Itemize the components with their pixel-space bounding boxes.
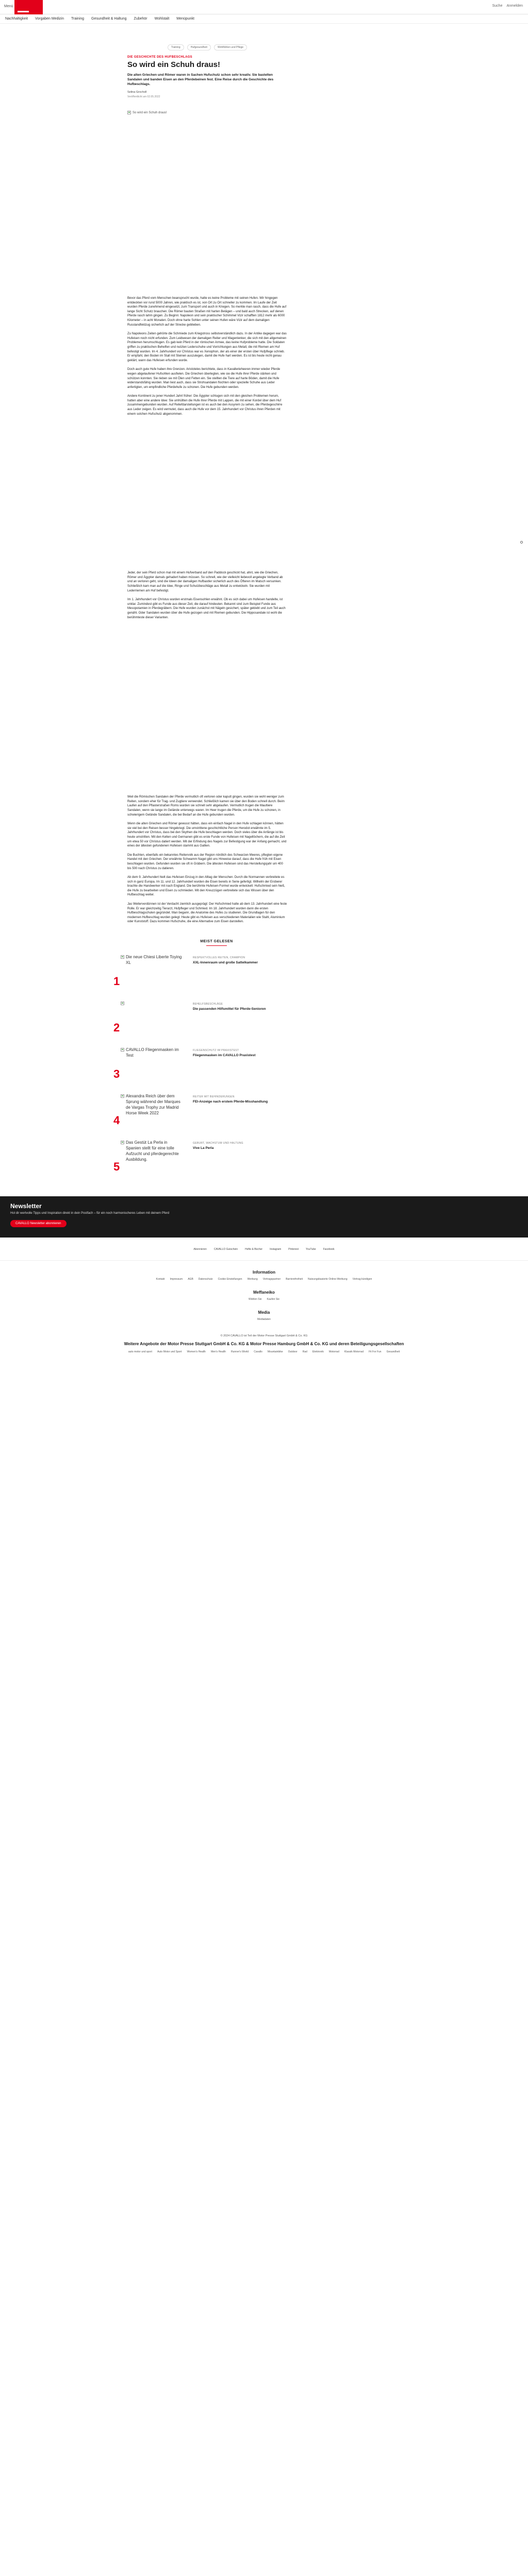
offer-link[interactable]: Runner's World (230, 1350, 249, 1354)
nav-item-5[interactable]: Zubehör (134, 17, 147, 21)
paragraph: Jeder, der sein Pferd schon mal mit einem Hufverband auf den Paddock geschickt hat, ahnt, wie die Griechen, Römer und Ägypter damals gehadert haben müssen. So schnell, wie der vielleicht liebevoll angelegte Verband ab und an verloren geht, sind die Ideen der damaligen Hufbastler sicherlich auch des Öfteren im Matsch versunken. Schließlich kam man auf die Idee, Ringe und Schutzbeschläge aus Metall zu entwickeln. Sie wurden mit Lederriemen am Huf befestigt. (127, 571, 283, 592)
more-offers-links (0, 1350, 528, 1353)
broken-image-icon (121, 1048, 124, 1052)
header-actions (492, 4, 523, 8)
nav-item-3[interactable]: Training (71, 17, 85, 21)
most-read-kicker: BEHELFSBESCHLÄGE (193, 1003, 223, 1006)
paragraph: Bevor das Pferd vom Menschen beansprucht wurde, hatte es keine Probleme mit seinen Hufen. Wir hingegen entdeckten vor rund 5000 Jahren, wie praktisch es ist, von Ort zu Ort schneller zu kommen. Im Laufe der Zeit wurden Pferde zunehmend eingesetzt, zum Transport und auch in Kriegen. So merkte man rasch, dass die Hufe auf lange Sicht Schutz brauchen. Die Römer bauten Straßen mit harten Belägen – und bald auch Strecken, auf denen Pferde rasch lahm gingen. Zu Beginn: Napoleon und sein praktischer Schimmel Vizir schafften 1812 mehr als 6000 Kilometer – in acht Monaten. Doch ohne harte Sohlen unter seinen Hufen wäre Vizir auf dem damaligen Russlandfeldzug sicherlich auf der Strecke geblieben. (127, 297, 287, 327)
broken-image-icon (121, 1094, 124, 1098)
breadcrumb-item-2[interactable]: Hufgesundheit (187, 44, 211, 50)
social-links (0, 1248, 528, 1261)
article-author[interactable]: Selina Grocholl (127, 91, 147, 94)
broken-image-icon (121, 1002, 124, 1005)
newsletter-title: Newsletter (10, 1202, 42, 1210)
thumbnail-alt-text: Alexandra Reich über dem Sprung während der Marques de Vargas Trophy zur Madrid Horse Week 2022 (126, 1094, 180, 1116)
paragraph: Doch auch gute Hufe haben ihre Grenzen. Aristoteles berichtete, dass in Kavallerieheeren immer wieder Pferde wegen abgelaufener Hufsohlen ausfielen. Die Griechen überlegten, wie sie die Hufe ihrer Pferde stärken und schützen konnten. Sie rieben sie mit Ölen und Fetten ein. Sie stellten die Tiere auf harte Böden, damit die Hufe widerstandsfähig wurden. Man liest auch, dass sie Strohsandalen flochten oder spezielle Schuhe aus Leder anfertigten, um empfindliche Pferdehufe zu schonen. Die Hufe gebunden werden. (127, 368, 280, 389)
footer-link[interactable]: CAVALLO Gutschein (213, 1248, 238, 1251)
most-read-section (113, 940, 320, 1186)
menu-button[interactable]: Menü (4, 5, 13, 8)
nav-item-2[interactable]: Vorgaben Medizin (35, 17, 64, 21)
footer-link[interactable]: Datenschutz (198, 1278, 213, 1281)
breadcrumb-item-3[interactable]: Wohlfühlen und Pflege (214, 44, 247, 50)
facebook-icon[interactable]: Facebook (323, 1248, 335, 1251)
footer-link[interactable]: Impressum (170, 1278, 183, 1281)
most-read-text (193, 954, 296, 965)
most-read-item[interactable] (113, 1093, 320, 1140)
newsletter-subscribe-button[interactable]: CAVALLO Newsletter abonnieren (10, 1220, 67, 1227)
most-read-item[interactable] (113, 1047, 320, 1093)
pinterest-icon[interactable]: Pinterest (288, 1248, 299, 1251)
offer-link[interactable]: Cavallo (254, 1350, 262, 1354)
most-read-headline[interactable]: XXL-Innenraum und große Sattelkammer (193, 961, 258, 965)
article (127, 44, 287, 924)
most-read-text (193, 1001, 296, 1011)
article-body-2 (127, 571, 287, 620)
article-lead: Die alten Griechen und Römer waren in Sachen Hufschutz schon sehr kreativ. Sie bastelten Sandalen und banden Eisen an den Pferdebeinen fest. Eine Reise durch die Geschichte des Hufbeschlags. (127, 73, 274, 86)
paragraph: Zu Napoleons Zeiten gehörte die Schmiede zum Kriegstross selbstverständlich dazu. In der Antike dagegen war das Hufeisen noch nicht erfunden. Zum Leidwesen der damaligen Reiter und Wagenlenker, die sich mit den allgemeinen Problemen herumschlugen. Es gab kein Pferd in der römischen Armee, das keine Hufprobleme hatte. Die Soldaten griffen zu praktischen Behelfen und nutzten Lederschuhe und Vorrichtungen aus Metall, die mit Riemen am Huf befestigt wurden. Im 4. Jahrhundert vor Christus war es Xenophon, der als einer der ersten über Hufpflege schrieb. Er empfahl, den Boden im Stall mit Steinen auszulegen, damit die Hufe hart werden. Es ist bis heute nicht genau geklärt, wann das Hufeisen erfunden wurde. (127, 332, 287, 362)
footer-link[interactable]: Nutzungsbasierte Online-Werbung (308, 1278, 348, 1281)
paragraph: Andere Kontinent zu jener Hundert Jahrt früher: Die Ägypter schlugen sich mit den gleichen Problemen herum, hatten aber eine andere Idee: Sie umhüllten die Hufe ihrer Pferde mit Lappen, die mit einer Kordel über dem Huf zusammengebunden wurden. Auf Reliefdarstellungen ist es auch bei den Assyrern zu sehen, die Pferdegeschirre aus Leder zeigen. Es wird vermutet, dass auch die Hufe vor dem 15. Jahrhundert vor Christus ihren Pferden mit einem solchen Hufschutz abgenommen. (127, 395, 283, 416)
footer-info-links (0, 1278, 528, 1281)
search-link[interactable]: Suche (492, 4, 503, 8)
offer-link[interactable]: Elektronik (312, 1350, 324, 1354)
footer-link[interactable]: Abonnieren (193, 1248, 207, 1251)
most-read-text (193, 1047, 296, 1058)
main-nav (0, 14, 528, 24)
paragraph: Weil die Römischen Sandalen der Pferde vermutlich oft verloren oder kaputt gingen, wurden sie wohl weniger zum Reiten, sondern eher für Trag- und Zugtiere verwendet. Schließlich kamen sie über den Boden schnell durch. Beim Laufen auf den Pflasterstraßen Roms wurden sie schnell sehr abgelaufen. Vermutlich trugen die Maultiere Sandalen, wenn sie lange im Gelände unterwegs waren. Im Heer trugen die Pferde, um die Hufe zu schonen, in schwierigem Gelände Sandalen, die bei Bedarf an die Hufe gebunden wurden. (127, 795, 285, 817)
offer-link[interactable]: auto motor und sport (128, 1350, 152, 1354)
footer-link[interactable]: Vertrag kündigen (352, 1278, 372, 1281)
thumbnail-alt-text: CAVALLO Fliegenmasken im Test (126, 1047, 179, 1058)
most-read-headline[interactable]: Die passenden Hilfsmittel für Pferde-Senioren (193, 1007, 266, 1011)
footer-link[interactable]: Mediadaten (257, 1318, 271, 1321)
offer-link[interactable]: Fit For Fun (369, 1350, 382, 1354)
youtube-icon[interactable]: YouTube (306, 1248, 316, 1251)
copyright: © 2024 CAVALLO ist Teil der Motor Presse Stuttgart GmbH & Co. KG (220, 1334, 308, 1338)
footer-link[interactable]: Kaufen Sie (267, 1298, 280, 1301)
footer-media (0, 1310, 528, 1321)
most-read-item[interactable] (113, 1001, 320, 1047)
footer-partner-heading: Meffaneiko (253, 1290, 275, 1295)
paragraph: Die Buchten, ebenfalls ein bekanntes Reitervolk aus der Region nördlich des Schwarzen Meeres, pflegten eigene Handel mit den Griechen. Der erwähnte Schwamm Nagel gibt uns Hinweise darauf, dass die Hufe früh mit Eisen beschlagen wurden. Gefunden wurden sie oft in Gräbern. Die ältesten Hufeisen sind das Herstellungsjahr um 400 bis 500 nach Christus zu datieren. (127, 853, 283, 870)
rank-number: 1 (113, 975, 120, 988)
rank-number: 5 (113, 1160, 120, 1174)
newsletter-text: Hol dir wertvolle Tipps und Inspiration direkt in dein Postfach – für ein noch harmonischeres Leben mit deinem Pferd (10, 1212, 170, 1215)
offer-link[interactable]: Gesundheit (386, 1350, 400, 1354)
paragraph: Jas Weiterverdünnen ist der Verdacht ziemlich ausgeprägt: Der Hufschmied hatte ab dem 13. Jahrhundert eine feste Rolle. Er war gleichzeitig Tierarzt, Hufpfleger und Schmied. Im 18. Jahrhundert wurden dann die ersten Hufbeschlagschulen gegründet. Man begann, die Anatomie des Hufes zu studieren. Die Grundlagen für den modernen Hufbeschlag wurden gelegt. Heute gibt es Hufeisen aus verschiedenen Materialien wie Stahl, Aluminium oder Kunststoff. Dazu kommen Hufschuhe, die eine Alternative zum Eisen darstellen. (127, 903, 287, 924)
broken-image-icon (121, 1141, 124, 1144)
footer-media-links (0, 1318, 528, 1321)
article-date: Veröffentlicht am 02.05.2022 (127, 95, 160, 98)
rank-number: 2 (113, 1021, 120, 1035)
most-read-thumbnail (121, 1047, 183, 1088)
most-read-headline[interactable]: Vive La Perla (193, 1146, 214, 1150)
most-read-thumbnail (121, 1093, 183, 1134)
most-read-divider (206, 945, 227, 946)
nav-item-6[interactable]: Wohlstalt (154, 17, 170, 21)
most-read-headline[interactable]: Fliegenmasken im CAVALLO Praxistest (193, 1054, 256, 1058)
most-read-item[interactable] (113, 1140, 320, 1186)
most-read-kicker: FLIEGENSCHUTZ IM PRAXISTEST (193, 1049, 239, 1053)
offer-link[interactable]: Outdoor (288, 1350, 298, 1354)
footer-link[interactable]: Cookie Einstellungen (218, 1278, 242, 1281)
breadcrumb-item-1[interactable]: Training (168, 44, 184, 50)
article-title: So wird ein Schuh draus! (127, 60, 221, 69)
footer-link[interactable]: Hefte & Bücher (245, 1248, 263, 1251)
offer-link[interactable]: Women's Health (187, 1350, 206, 1354)
logo-underline (18, 11, 29, 12)
paragraph: Ab dem 9. Jahrhundert hielt das Hufeisen Einzug in den Alltag der Menschen. Durch die Normannen verbreitete es sich in ganz Europa. Im 11. und 12. Jahrhundert wurden die Eisen bereits in Serie gefertigt. Wilhelm der Eroberer brachte die Handwerker mit nach England. Die berühmte Hufeisen-Formel wurde entwickelt: Hufschmied sein hieß, die Hufe zu bearbeiten und Eisen zu schmieden. Mit den Kreuzzügen verbreitete sich das Wissen über den Hufbeschlag weiter. (127, 876, 285, 897)
offer-link[interactable]: Motorrad (328, 1350, 339, 1354)
footer-partner-links (0, 1298, 528, 1301)
site-header (0, 0, 528, 14)
footer-link[interactable]: Werbung (247, 1278, 258, 1281)
hero-image-alt (127, 111, 287, 114)
footer-link[interactable]: Barrierefreiheit (286, 1278, 303, 1281)
most-read-text (193, 1093, 296, 1104)
most-read-text (193, 1140, 296, 1150)
most-read-item[interactable] (113, 954, 320, 1001)
offer-link[interactable]: Men's Health (210, 1350, 226, 1354)
site-footer (0, 1238, 528, 1353)
hero-image-alt-text: So wird ein Schuh draus! (133, 111, 167, 114)
footer-link[interactable]: AGB (188, 1278, 193, 1281)
offer-link[interactable]: Auto Motor und Sport (157, 1350, 182, 1354)
footer-info-heading: Information (253, 1270, 275, 1275)
hero-image (127, 111, 287, 281)
rank-number: 4 (113, 1114, 120, 1127)
article-kicker: DIE GESCHICHTE DES HUFBESCHLAGS (127, 56, 192, 59)
offer-link[interactable]: Rad (302, 1350, 307, 1354)
thumbnail-alt-text: Die neue Chiesi Liberte Toying XL (126, 955, 182, 965)
footer-info (0, 1270, 528, 1281)
thumbnail-alt-text: Das Gestüt La Perla in Spanien stellt für eine tolle Aufzucht und pferdegerechte Ausbildung. (126, 1140, 179, 1162)
footer-link[interactable]: Vertragspartner (262, 1278, 281, 1281)
most-read-kicker: REITER MIT BEHINDERUNGEN (193, 1095, 235, 1099)
login-link[interactable]: Anmelden (506, 4, 523, 8)
most-read-kicker: GEBURT, WACHSTUM UND HALTUNG (193, 1142, 243, 1145)
broken-image-icon (127, 111, 131, 114)
footer-link[interactable]: Kontakt (156, 1278, 165, 1281)
broken-image-icon (121, 955, 124, 959)
newsletter-banner (0, 1196, 528, 1238)
article-body-1 (127, 296, 287, 416)
brand-logo[interactable] (14, 0, 43, 14)
footer-media-heading: Media (258, 1310, 270, 1315)
article-body-3 (127, 795, 287, 924)
offer-link[interactable]: Mountainbike (267, 1350, 283, 1354)
footer-partner (0, 1290, 528, 1301)
paragraph: Wenn die alten Griechen und Römer gewusst hätten, dass ein einfach Nagel in den Hufe schlagen können, hätten sie viel bei den Reisen besser hingekriegt. Die umstrittene geschichtliche Person Herodot erwähnte im 5. Jahrhundert vor Christus, dass bei den Skythen die Hufe beschlagen werden. Doch vieles über die Anfänge ist bis heute umstritten. Mit den Kelten und Germanen gibt es erste Funde von Hufeisen mit Nagellöchern, die auf die Zeit um etwa 50 vor Christus datiert werden. Mit der Erfindung des Nagels zur Befestigung war der Anfang gemacht, und eines der ältesten gefundenen Hufeisen stammt aus Gallien. (127, 822, 287, 848)
most-read-kicker: RESPEKTVOLLES REITEN, CHAMPION (193, 956, 245, 960)
nav-item-4[interactable]: Gesundheit & Haltung (91, 17, 127, 21)
more-offers-heading: Weitere Angebote der Motor Presse Stuttgart GmbH & Co. KG & Motor Presse Hamburg GmbH & Co. KG und deren Beteiligungsgesellschaften (124, 1342, 404, 1347)
paragraph: Im 1. Jahrhundert vor Christus wurden erstmals Eisensohlen erwähnt. Ob es sich dabei um Hufeisen handelte, ist unklar. Zumindest gibt es Funde aus dieser Zeit, die darauf hindeuten. Bekannt sind zum Beispiel Funde aus Mesopotamien in Pferdegräbern. Die Hufe wurden zunächst mit Nägeln gesichert, später geklebt und zum Teil auch genäht. Oder Sandalen wurden über die Hufe gezogen und mit Riemen gebunden. Die Hipposandale ist wohl die berühmteste dieser Varianten. (127, 598, 286, 619)
most-read-headline[interactable]: FEI-Anzeige nach erstem Pferde-Misshandlung (193, 1100, 268, 1104)
nav-item-7[interactable]: Menüpunkt (176, 17, 194, 21)
nav-item-1[interactable]: Nachhaltigkeit (5, 17, 28, 21)
offer-link[interactable]: Klassik Motorrad (344, 1350, 364, 1354)
most-read-thumbnail (121, 1001, 183, 1042)
rank-number: 3 (113, 1067, 120, 1081)
scroll-indicator-icon (520, 541, 523, 544)
breadcrumb (127, 44, 287, 50)
footer-link[interactable]: Wählen Sie (248, 1298, 262, 1301)
most-read-title: MEIST GELESEN (200, 940, 233, 944)
most-read-thumbnail (121, 1140, 183, 1181)
most-read-thumbnail (121, 954, 183, 995)
instagram-icon[interactable]: Instagram (270, 1248, 282, 1251)
